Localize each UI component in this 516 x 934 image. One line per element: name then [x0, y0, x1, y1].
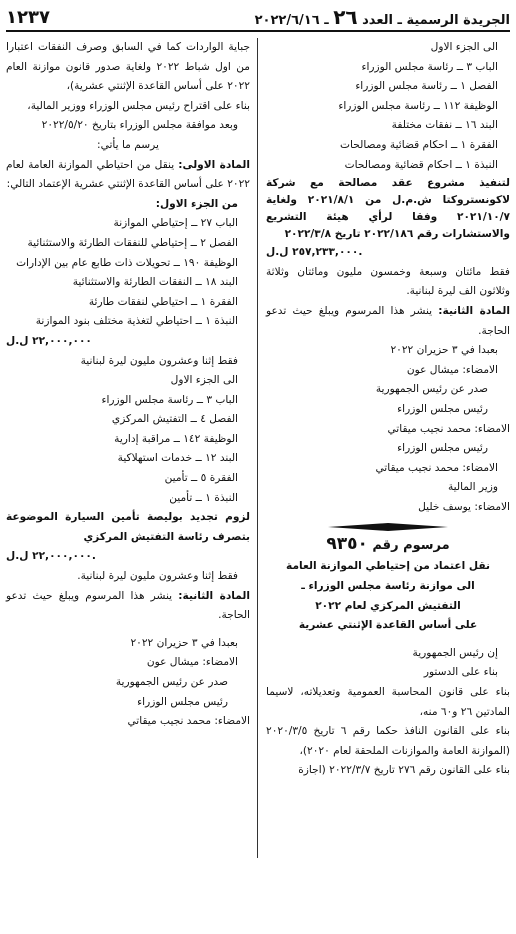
decree-label: مرسوم رقم — [372, 538, 450, 554]
allocation-line: البند ١٦ ــ نفقات مختلفة — [391, 119, 498, 132]
pm-signature-2: الامضاء: محمد نجيب ميقاتي — [375, 461, 498, 474]
pm-title: رئيس مجلس الوزراء — [137, 695, 228, 708]
destination-line: الفصل ٤ ــ التفتيش المركزي — [111, 413, 238, 426]
amount-words: فقط مائتان وسبعة وخمسون مليون ومائتان وثلاثة وثلاثون الف ليرة لبنانية. — [266, 265, 510, 298]
purpose-text-2: لزوم تجديد بوليصة تأمين السيارة الموضوعة بتصرف رئاسة التفتيش المركزي — [6, 511, 250, 543]
destination-line: النبذة ١ ــ تأمين — [169, 491, 238, 504]
article-1-label: المادة الاولى: — [178, 158, 250, 171]
gazette-name: الجريدة الرسمية ـ العدد — [362, 13, 510, 28]
preamble-line: بناء على الدستور — [423, 666, 498, 679]
article-2 — [6, 587, 250, 626]
pm-signature: الامضاء: محمد نجيب ميقاتي — [127, 715, 250, 728]
preamble-line: بناء على قانون المحاسبة العمومية وتعديلاته، لاسيما المادتين ٢٦ و٦٠ منه، — [266, 686, 510, 718]
decree-title-line: التفتيش المركزي لعام ٢٠٢٢ — [315, 599, 461, 612]
allocation-line: الباب ٣ ــ رئاسة مجلس الوزراء — [361, 60, 498, 73]
decree-number: ٩٣٥٠ — [326, 534, 368, 555]
left-column — [6, 38, 250, 732]
president-signature: الامضاء: ميشال عون — [406, 363, 498, 376]
right-column — [266, 38, 510, 781]
article-1 — [6, 156, 250, 195]
source-line: الفقرة ١ ــ احتياطي لنفقات طارئة — [88, 295, 238, 308]
destination-line: الباب ٣ ــ رئاسة مجلس الوزراء — [101, 393, 238, 406]
source-line: الفصل ٢ ــ إحتياطي للنفقات الطارئة والاستثنائية — [27, 236, 238, 249]
gazette-title — [255, 5, 510, 29]
intro-text: بناء على اقتراح رئيس مجلس الوزراء ووزير المالية، — [27, 99, 250, 112]
separator-ornament — [266, 523, 510, 531]
amount-figure-2: ٢٢,٠٠٠,٠٠٠ ل.ل. — [6, 550, 96, 563]
destination-line: الى الجزء الاول — [170, 374, 238, 387]
intro-text: جباية الواردات كما في السابق وصرف النفقات اعتبارا من اول شباط ٢٠٢٢ ولغاية صدور قانون موازنة العام ٢٠٢٢ على أساس القاعدة الإثنتي عشرية)، — [6, 41, 250, 93]
date-line: بعبدا في ٣ حزيران ٢٠٢٢ — [130, 636, 238, 649]
article-2-text: ينشر هذا المرسوم ويبلغ حيث تدعو الحاجة. — [6, 589, 250, 622]
article-2-text: ينشر هذا المرسوم ويبلغ حيث تدعو الحاجة. — [266, 304, 510, 337]
source-line: البند ١٨ ــ النفقات الطارئة والاستثنائية — [72, 276, 238, 289]
allocation-line: الوظيفة ١١٢ ــ رئاسة مجلس الوزراء — [338, 99, 498, 112]
allocation-line: النبذة ١ ــ احكام قضائية ومصالحات — [344, 158, 498, 171]
column-divider — [257, 38, 258, 858]
article-2-label: المادة الثانية: — [438, 304, 510, 317]
decree-title-line: على أساس القاعدة الإثنتي عشرية — [298, 619, 478, 632]
allocation-line: الى الجزء الاول — [430, 41, 498, 53]
pm-title-2: رئيس مجلس الوزراء — [397, 442, 488, 455]
allocation-line: الفصل ١ ــ رئاسة مجلس الوزراء — [355, 80, 498, 93]
source-line: النبذة ١ ــ احتياطي لتغذية مختلف بنود الموازنة — [35, 315, 238, 328]
ornament-icon — [328, 523, 448, 531]
pm-title: رئيس مجلس الوزراء — [397, 402, 488, 415]
amount-words-1: فقط إثنا وعشرون مليون ليرة لبنانية — [80, 354, 238, 367]
finance-signature: الامضاء: يوسف خليل — [418, 500, 510, 513]
decree-title-line: الى موازنة رئاسة مجلس الوزراء ـ — [301, 580, 475, 593]
from-part: من الجزء الاول: — [155, 197, 238, 210]
preamble-line: بناء على القانون رقم ٢٧٦ تاريخ ٢٠٢٢/٣/٧ (اجازة — [298, 764, 510, 777]
article-2 — [266, 302, 510, 341]
preamble-line: إن رئيس الجمهورية — [412, 646, 498, 659]
issued-by: صدر عن رئيس الجمهورية — [375, 383, 488, 396]
pm-signature: الامضاء: محمد نجيب ميقاتي — [387, 422, 510, 435]
article-2-label: المادة الثانية: — [178, 589, 250, 602]
decree-heading — [266, 533, 510, 557]
page-number: ١٢٣٧ — [6, 6, 50, 28]
amount-figure-1: ٢٢,٠٠٠,٠٠٠ ل.ل — [6, 334, 92, 347]
destination-line: الفقرة ٥ ــ تأمين — [164, 472, 238, 485]
destination-line: الوظيفة ١٤٢ ــ مراقبة إدارية — [114, 432, 238, 445]
decrees-line: يرسم ما يأتي: — [97, 138, 159, 151]
destination-line: البند ١٢ ــ خدمات استهلاكية — [117, 452, 238, 465]
source-line: الباب ٢٧ ــ إحتياطي الموازنة — [113, 217, 238, 230]
issued-by: صدر عن رئيس الجمهورية — [115, 676, 228, 688]
amount-figure: ٢٥٧,٢٣٣,٠٠٠ ل.ل. — [266, 246, 363, 259]
issue-number: ٢٦ — [333, 5, 358, 29]
president-signature: الامضاء: ميشال عون — [146, 656, 238, 669]
page-header — [6, 4, 510, 32]
article-1-text: ينقل من احتياطي الموازنة العامة لعام ٢٠٢٢ على أساس القاعدة الإثنتي عشرية الإعتماد التالي: — [6, 158, 250, 191]
source-line: الوظيفة ١٩٠ ــ تحويلات ذات طابع عام بين الإدارات — [16, 256, 238, 269]
purpose-text: لتنفيذ مشروع عقد مصالحة مع شركة لاكونستروكتا ش.م.ل من ٢٠٢١/٨/١ ولغاية ٢٠٢١/١٠/٧ وفقا لرأي هيئة التشريع والاستشارات رقم ٢٠٢٢/١٨٦ تاريخ ٢٠٢٢/٣/٨ — [266, 177, 510, 241]
issue-date: ـ ٢٠٢٢/٦/١٦ — [254, 13, 329, 28]
intro-text: وبعد موافقة مجلس الوزراء بتاريخ ٢٠٢٢/٥/٢٠ — [41, 119, 238, 132]
preamble-line: بناء على القانون النافذ حكما رقم ٦ تاريخ ٢٠٢٠/٣/٥ (الموازنة العامة والموازنات الملحقة لعام ٢٠٢٠)، — [266, 725, 510, 757]
amount-words-2: فقط إثنا وعشرون مليون ليرة لبنانية. — [77, 570, 238, 583]
date-line: بعبدا في ٣ حزيران ٢٠٢٢ — [390, 344, 498, 357]
finance-title: وزير المالية — [447, 481, 498, 494]
decree-title-line: نقل اعتماد من إحتياطي الموازنة العامة — [286, 560, 490, 573]
allocation-line: الفقرة ١ ــ احكام قضائية ومصالحات — [340, 138, 498, 151]
